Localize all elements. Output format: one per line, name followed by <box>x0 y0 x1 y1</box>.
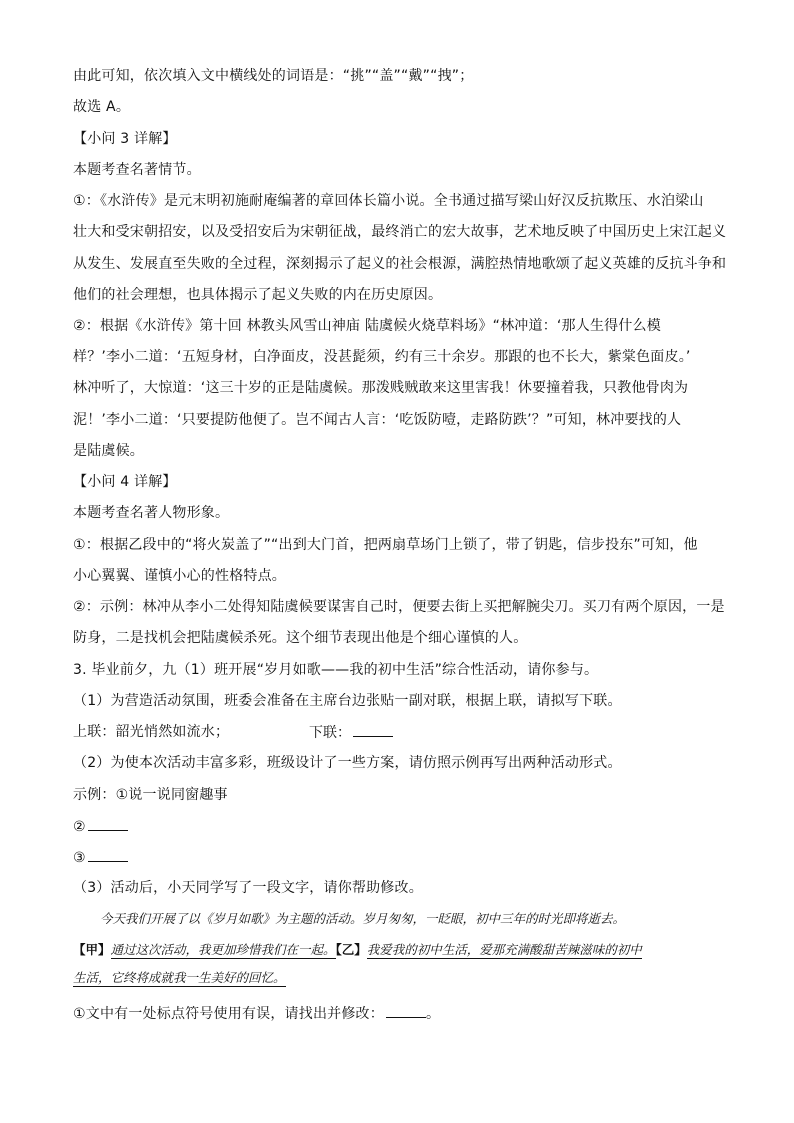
answer-item-2 <box>73 816 128 837</box>
text-line: （1）为营造活动氛围，班委会准备在主席台边张贴一副对联，根据上联，请拟写下联。 <box>73 693 622 709</box>
answer-blank[interactable] <box>386 1003 426 1018</box>
text-line: 是陆虞候。 <box>73 443 144 459</box>
section-heading: 【小问 3 详解】 <box>73 131 177 147</box>
yi-sentence-cont: 生活，它终将成就我一生美好的回忆。 <box>73 970 286 985</box>
text-line: 本题考查名著情节。 <box>73 162 201 178</box>
task-text: ①文中有一处标点符号使用有误，请找出并修改： <box>73 1006 384 1022</box>
text-line: ②：根据《水浒传》第十回 林教头风雪山神庙 陆虞候火烧草料场》“林冲道：‘那人生得什么模 <box>73 318 661 334</box>
jia-marker: 【甲】 <box>73 942 111 957</box>
handwritten-line: 今天我们开展了以《岁月如歌》为主题的活动。岁月匆匆，一眨眼，初中三年的时光即将逝去。 <box>100 911 626 926</box>
item-marker: ② <box>73 819 86 835</box>
yi-sentence: 我爱我的初中生活，爱那充满酸甜苦辣滋味的初中 <box>366 942 642 957</box>
text-line: ②：示例：林冲从李小二处得知陆虞候要谋害自己时，便要去街上买把解腕尖刀。买刀有两个原因，一是 <box>73 599 725 615</box>
text-line: 从发生、发展直至失败的全过程，深刻揭示了起义的社会根源，满腔热情地歌颂了起义英雄的反抗斗争和 <box>73 256 727 272</box>
task-end: 。 <box>425 1006 441 1022</box>
text-line: 防身，二是找机会把陆虞候杀死。这个细节表现出他是个细心谨慎的人。 <box>73 630 528 646</box>
answer-blank[interactable] <box>88 816 128 831</box>
question-title: 3. 毕业前夕，九（1）班开展“岁月如歌——我的初中生活”综合性活动，请你参与。 <box>73 662 599 678</box>
handwritten-line <box>73 968 713 988</box>
answer-blank[interactable] <box>88 847 128 862</box>
couplet-upper: 上联：韶光悄然如流水； <box>73 724 230 740</box>
item-marker: ③ <box>73 850 86 866</box>
text-line: 林冲听了，大惊道：‘这三十岁的正是陆虞候。那泼贱贼敢来这里害我！休要撞着我，只教他骨肉为 <box>73 380 689 396</box>
question-3-task <box>73 1003 440 1024</box>
text-line: 故选 A。 <box>73 99 131 115</box>
text-line: 他们的社会理想，也具体揭示了起义失败的内在历史原因。 <box>73 287 443 303</box>
text-line: 本题考查名著人物形象。 <box>73 505 230 521</box>
text-line: 小心翼翼、谨慎小心的性格特点。 <box>73 568 286 584</box>
couplet-lower <box>309 722 393 743</box>
yi-marker: 【乙】 <box>335 942 367 957</box>
text-line: 壮大和受宋朝招安，以及受招安后为宋朝征战，最终消亡的宏大故事，艺术地反映了中国历史上宋江起义 <box>73 224 727 240</box>
question-2-example: 示例：①说一说同窗趣事 <box>73 787 228 803</box>
answer-item-3 <box>73 847 128 868</box>
answer-blank[interactable] <box>353 722 393 737</box>
text-line: 由此可知，依次填入文中横线处的词语是：“挑”“盖”“戴”“拽”； <box>73 68 474 84</box>
couplet-lower-label: 下联： <box>309 725 351 741</box>
jia-sentence: 通过这次活动，我更加珍惜我们在一起。 <box>110 942 336 957</box>
text-line: ①：根据乙段中的“将火炭盖了”“出到大门首，把两扇草场门上锁了，带了钥匙，信步投东”可知，他 <box>73 537 698 553</box>
question-2-intro: （2）为使本次活动丰富多彩，班级设计了一些方案，请仿照示例再写出两种活动形式。 <box>73 755 622 771</box>
question-3-intro: （3）活动后，小天同学写了一段文字，请你帮助修改。 <box>73 880 423 896</box>
section-heading: 【小问 4 详解】 <box>73 474 177 490</box>
handwritten-line <box>73 940 713 960</box>
text-line: 样？’李小二道：‘五短身材，白净面皮，没甚髭须，约有三十余岁。那跟的也不长大，紫棠色面皮。’ <box>73 349 691 365</box>
text-line: ①：《水浒传》是元末明初施耐庵编著的章回体长篇小说。全书通过描写梁山好汉反抗欺压、水泊梁山 <box>73 193 704 209</box>
text-line: 泥！’李小二道：‘只要提防他便了。岂不闻古人言：‘吃饭防噎，走路防跌’？”可知，林冲要找的人 <box>73 412 682 428</box>
